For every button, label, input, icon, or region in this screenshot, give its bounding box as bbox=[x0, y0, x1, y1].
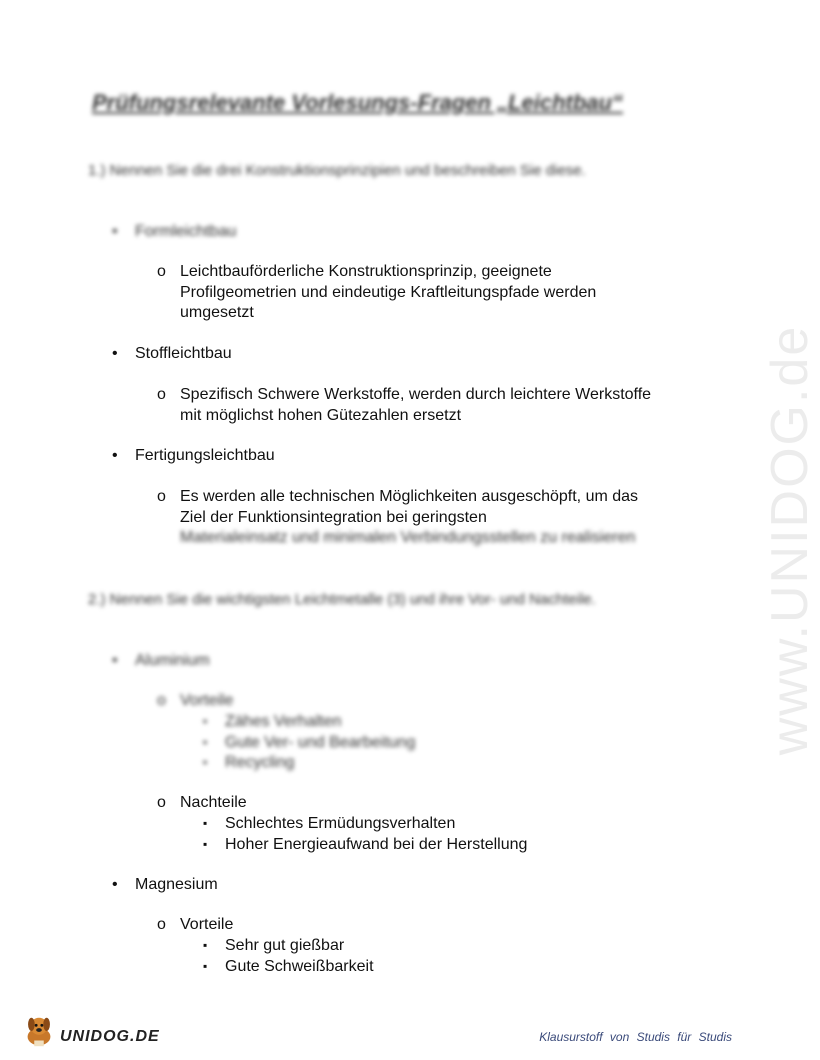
bullet-item-formleichtbau: • Formleichtbau bbox=[112, 223, 237, 240]
page-title: Prüfungsrelevante Vorlesungs-Fragen „Leichtbau“ bbox=[92, 90, 623, 115]
list-item: ▪ Sehr gut gießbar bbox=[203, 937, 345, 954]
list-item: ▪ Gute Schweißbarkeit bbox=[203, 958, 374, 975]
bullet-item-aluminium: • Aluminium bbox=[112, 652, 210, 669]
unidog-logo bbox=[20, 1012, 160, 1050]
subitem-aluminium-nachteile: o Nachteile bbox=[157, 794, 247, 811]
logo-text: UNIDOG.DE bbox=[60, 1028, 160, 1045]
bullet-item-stoffleichtbau: • Stoffleichtbau bbox=[112, 345, 232, 362]
list-item: ▪ Schlechtes Ermüdungsverhalten bbox=[203, 815, 456, 832]
list-item: ▪ Zähes Verhalten bbox=[203, 713, 342, 730]
question-1: 1.) Nennen Sie die drei Konstruktionsprinzipien und beschreiben Sie diese. bbox=[88, 162, 586, 179]
subitem-formleichtbau-description: o Leichtbauförderliche Konstruktionsprinzip, geeignete Profilgeometrien und eindeutige Kraftleitungspfade werden umgesetzt bbox=[157, 263, 597, 321]
subitem-fertigungsleichtbau-description: o Es werden alle technischen Möglichkeiten ausgeschöpft, um das Ziel der Funktionsintegration bei geringsten Materialeinsatz und minimalen Verbindungsstellen zu realisieren bbox=[157, 488, 639, 546]
bullet-item-fertigungsleichtbau: • Fertigungsleichtbau bbox=[112, 447, 275, 464]
list-item: ▪ Gute Ver- und Bearbeitung bbox=[203, 734, 416, 751]
list-item: ▪ Recycling bbox=[203, 754, 295, 771]
list-item: ▪ Hoher Energieaufwand bei der Herstellung bbox=[203, 836, 528, 853]
subitem-stoffleichtbau-description: o Spezifisch Schwere Werkstoffe, werden durch leichtere Werkstoffe mit möglichst hohen Gütezahlen ersetzt bbox=[157, 386, 652, 424]
footer-tagline: Klausurstoff von Studis für Studis bbox=[539, 1030, 732, 1044]
bullet-item-magnesium: • Magnesium bbox=[112, 876, 218, 893]
dog-mascot-icon bbox=[20, 1012, 58, 1050]
subitem-aluminium-vorteile: o Vorteile bbox=[157, 692, 234, 709]
watermark: www.UNIDOG.de bbox=[761, 324, 819, 756]
subitem-magnesium-vorteile: o Vorteile bbox=[157, 916, 234, 933]
question-2: 2.) Nennen Sie die wichtigsten Leichtmetalle (3) und ihre Vor- und Nachteile. bbox=[88, 591, 596, 608]
